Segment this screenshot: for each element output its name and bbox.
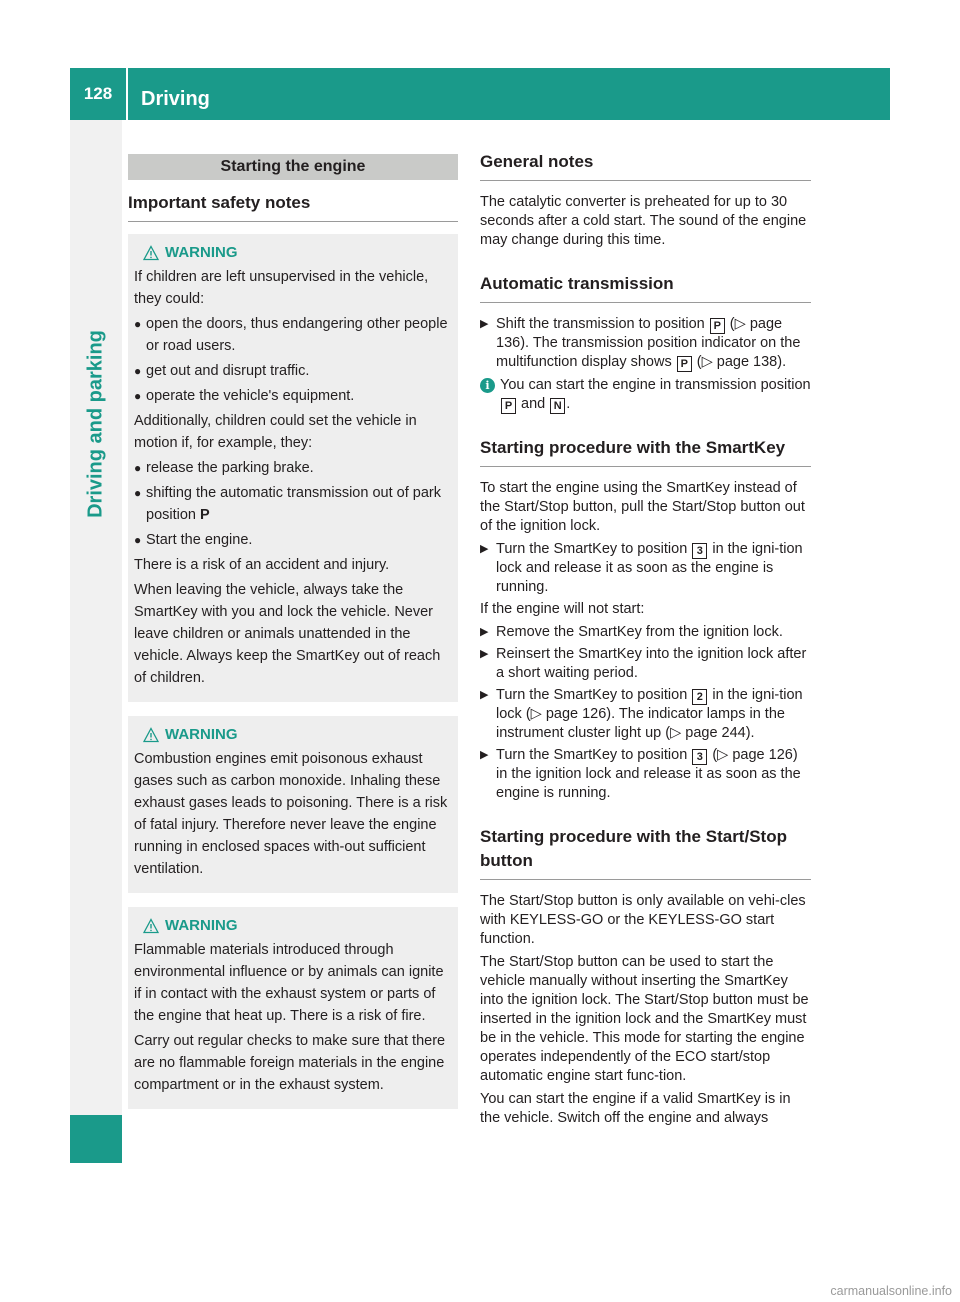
step-text: Reinsert the SmartKey into the ignition lock after a short waiting period. <box>496 646 807 681</box>
key-symbol: 2 <box>692 689 707 705</box>
bullet-text: get out and disrupt traffic. <box>146 363 310 379</box>
subsection-heading: Important safety notes <box>128 191 458 222</box>
warning-box <box>128 907 458 1109</box>
bullet-dot: ● <box>134 533 142 547</box>
page-number: 128 <box>83 84 113 103</box>
section-body <box>480 892 811 1128</box>
section-heading: General notes <box>480 150 811 181</box>
side-tab-label: Driving and parking <box>84 330 107 518</box>
paragraph: The Start/Stop button can be used to start the vehicle manually without inserting the SmartKey into the ignition lock. The Start/Stop button must be inserted in the ignition lock and the SmartKey must be in the vehicle. This mode for starting the engine operates independently of the ECO start/stop automatic engine start func-tion. <box>480 954 809 1084</box>
instruction-step <box>480 746 811 803</box>
instruction-step <box>480 645 811 683</box>
key-symbol: N <box>550 398 565 414</box>
warning-title-text: WARNING <box>165 917 238 934</box>
info-note <box>480 376 811 414</box>
bullet-text: operate the vehicle's equipment. <box>146 388 355 404</box>
bullet-dot: ● <box>134 461 142 475</box>
header-divider <box>126 68 128 120</box>
paragraph: Carry out regular checks to make sure that there are no flammable foreign materials in the engine compartment or in the exhaust system. <box>134 1033 446 1093</box>
paragraph: You can start the engine if a valid SmartKey is in the vehicle. Switch off the engine and always <box>480 1091 791 1126</box>
paragraph: The catalytic converter is preheated for up to 30 seconds after a cold start. The sound of the engine may change during this time. <box>480 194 807 248</box>
key-symbol: P <box>710 318 725 334</box>
footer-watermark: carmanualsonline.info <box>830 1284 952 1298</box>
section-title: Starting the engine <box>128 154 458 180</box>
warning-box <box>128 234 458 702</box>
paragraph: If children are left unsupervised in the vehicle, they could: <box>134 269 429 307</box>
key-symbol: 3 <box>692 543 707 559</box>
paragraph: Combustion engines emit poisonous exhaust gases such as carbon monoxide. Inhaling these exhaust gases leads to poisoning. There is a risk of fatal injury. Therefore never leave the engine running in enclosed spaces with-out sufficient ventilation. <box>134 751 448 877</box>
instruction-step <box>480 540 811 597</box>
step-arrow-icon: ▶ <box>480 648 489 660</box>
step-arrow-icon: ▶ <box>480 626 489 638</box>
left-column <box>128 154 458 1109</box>
step-arrow-icon: ▶ <box>480 543 489 555</box>
bullet-dot: ● <box>134 486 142 500</box>
bullet-item <box>134 482 451 526</box>
bullet-item <box>134 385 451 407</box>
instruction-step <box>480 315 811 372</box>
section-body <box>480 315 811 414</box>
step-text: Shift the transmission to position P (▷ page 136). The transmission position indicator on the multifunction display shows P (▷ page 138). <box>496 316 801 370</box>
step-text: Remove the SmartKey from the ignition lock. <box>496 624 783 640</box>
paragraph: Additionally, children could set the vehicle in motion if, for example, they: <box>134 413 417 451</box>
section-heading: Automatic transmission <box>480 272 811 303</box>
bullet-text: open the doors, thus endangering other people or road users. <box>146 316 448 354</box>
bullet-text: release the parking brake. <box>146 460 314 476</box>
section-heading: Starting procedure with the Start/Stop button <box>480 825 811 880</box>
warning-box <box>128 716 458 893</box>
key-symbol: P <box>677 356 692 372</box>
section-body <box>480 193 811 250</box>
section-body <box>480 479 811 803</box>
side-tab <box>70 120 122 1163</box>
step-text: Turn the SmartKey to position 3 (▷ page 126) in the ignition lock and release it as soon as the engine is running. <box>496 747 801 801</box>
paragraph: Flammable materials introduced through environmental influence or by animals can ignite if in contact with the exhaust system or parts of the engine that heat up. There is a risk of fire. <box>134 942 444 1024</box>
key-symbol: 3 <box>692 749 707 765</box>
warning-triangle-icon <box>143 918 159 934</box>
paragraph: There is a risk of an accident and injury. <box>134 557 390 573</box>
bullet-item <box>134 360 451 382</box>
chapter-title: Driving <box>141 88 210 110</box>
section-heading: Starting procedure with the SmartKey <box>480 436 811 467</box>
right-column <box>480 150 811 1132</box>
paragraph: The Start/Stop button is only available on vehi-cles with KEYLESS-GO or the KEYLESS-GO start function. <box>480 893 806 947</box>
warning-title-text: WARNING <box>165 244 238 261</box>
info-icon: i <box>480 378 495 393</box>
side-tab-marker <box>70 1115 122 1163</box>
bullet-text: Start the engine. <box>146 532 253 548</box>
bullet-dot: ● <box>134 364 142 378</box>
instruction-step <box>480 623 811 642</box>
bullet-dot: ● <box>134 317 142 331</box>
right-sections-container <box>480 150 811 1128</box>
key-symbol: P <box>501 398 516 414</box>
step-arrow-icon: ▶ <box>480 318 489 330</box>
paragraph: To start the engine using the SmartKey instead of the Start/Stop button, pull the Start/Stop button out of the ignition lock. <box>480 480 805 534</box>
step-text: Turn the SmartKey to position 2 in the igni-tion lock (▷ page 126). The indicator lamps in the instrument cluster light up (▷ page 244). <box>496 687 803 741</box>
warning-title <box>143 724 451 746</box>
warning-triangle-icon <box>143 245 159 261</box>
paragraph: When leaving the vehicle, always take the SmartKey with you and lock the vehicle. Never leave children or animals unattended in the vehicle. Always keep the SmartKey out of reach of children. <box>134 582 441 686</box>
warning-title <box>143 915 451 937</box>
bullet-dot: ● <box>134 389 142 403</box>
bullet-item <box>134 529 451 551</box>
warnings-container <box>128 234 458 1109</box>
warning-title-text: WARNING <box>165 726 238 743</box>
step-arrow-icon: ▶ <box>480 749 489 761</box>
step-text: Turn the SmartKey to position 3 in the igni-tion lock and release it as soon as the engine is running. <box>496 541 803 595</box>
info-text: You can start the engine in transmission position P and N . <box>500 377 811 412</box>
bullet-text: shifting the automatic transmission out of park position P <box>146 485 441 523</box>
position-letter: P <box>200 507 210 523</box>
instruction-step <box>480 686 811 743</box>
warning-triangle-icon <box>143 727 159 743</box>
step-arrow-icon: ▶ <box>480 689 489 701</box>
bullet-item <box>134 457 451 479</box>
paragraph: If the engine will not start: <box>480 601 645 617</box>
bullet-item <box>134 313 451 357</box>
warning-title <box>143 242 451 264</box>
